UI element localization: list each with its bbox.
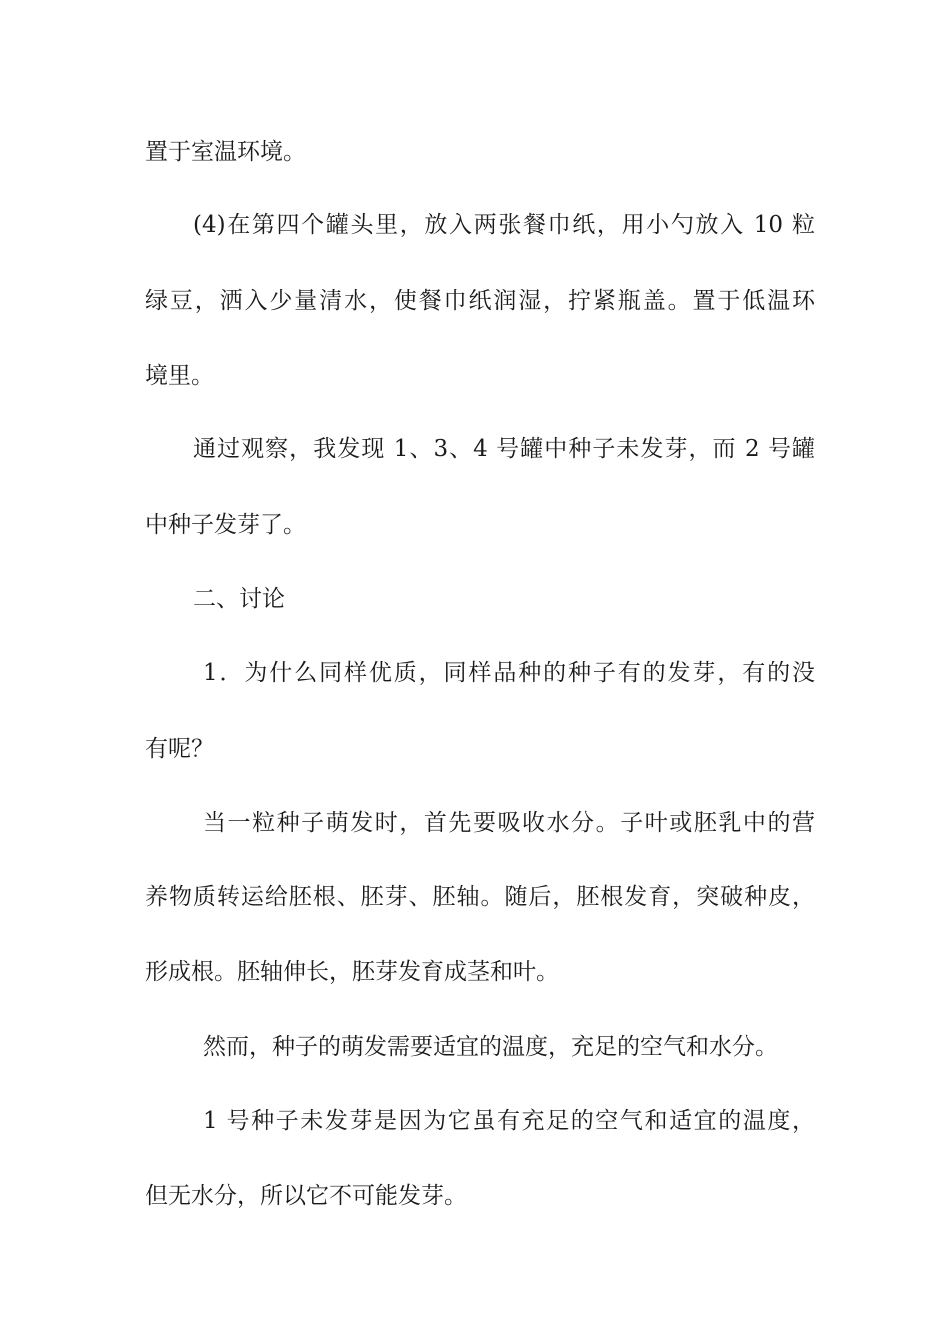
text-line: 但无水分，所以它不可能发芽。 — [145, 1183, 467, 1209]
text-line: 有呢？ — [145, 736, 214, 762]
section-heading: 二、讨论 — [193, 586, 285, 612]
text-line: 然而，种子的萌发需要适宜的温度，充足的空气和水分。 — [203, 1034, 778, 1060]
text-line: 中种子发芽了。 — [145, 512, 306, 538]
text-line: 境里。 — [145, 363, 214, 389]
text-line: 形成根。胚轴伸长，胚芽发育成茎和叶。 — [145, 959, 559, 985]
text-line: 绿豆，洒入少量清水，使餐巾纸润湿，拧紧瓶盖。置于低温环 — [145, 288, 815, 314]
text-line: 1 号种子未发芽是因为它虽有充足的空气和适宜的温度， — [203, 1108, 815, 1134]
text-line: 当一粒种子萌发时，首先要吸收水分。子叶或胚乳中的营 — [203, 810, 815, 836]
text-line: (4)在第四个罐头里，放入两张餐巾纸，用小勺放入 10 粒 — [193, 212, 815, 238]
text-line: 养物质转运给胚根、胚芽、胚轴。随后，胚根发育，突破种皮， — [145, 884, 815, 910]
text-line: 通过观察，我发现 1、3、4 号罐中种子未发芽，而 2 号罐 — [193, 436, 815, 462]
text-line: 1．为什么同样优质，同样品种的种子有的发芽，有的没 — [203, 660, 815, 686]
text-line: 置于室温环境。 — [145, 139, 306, 165]
